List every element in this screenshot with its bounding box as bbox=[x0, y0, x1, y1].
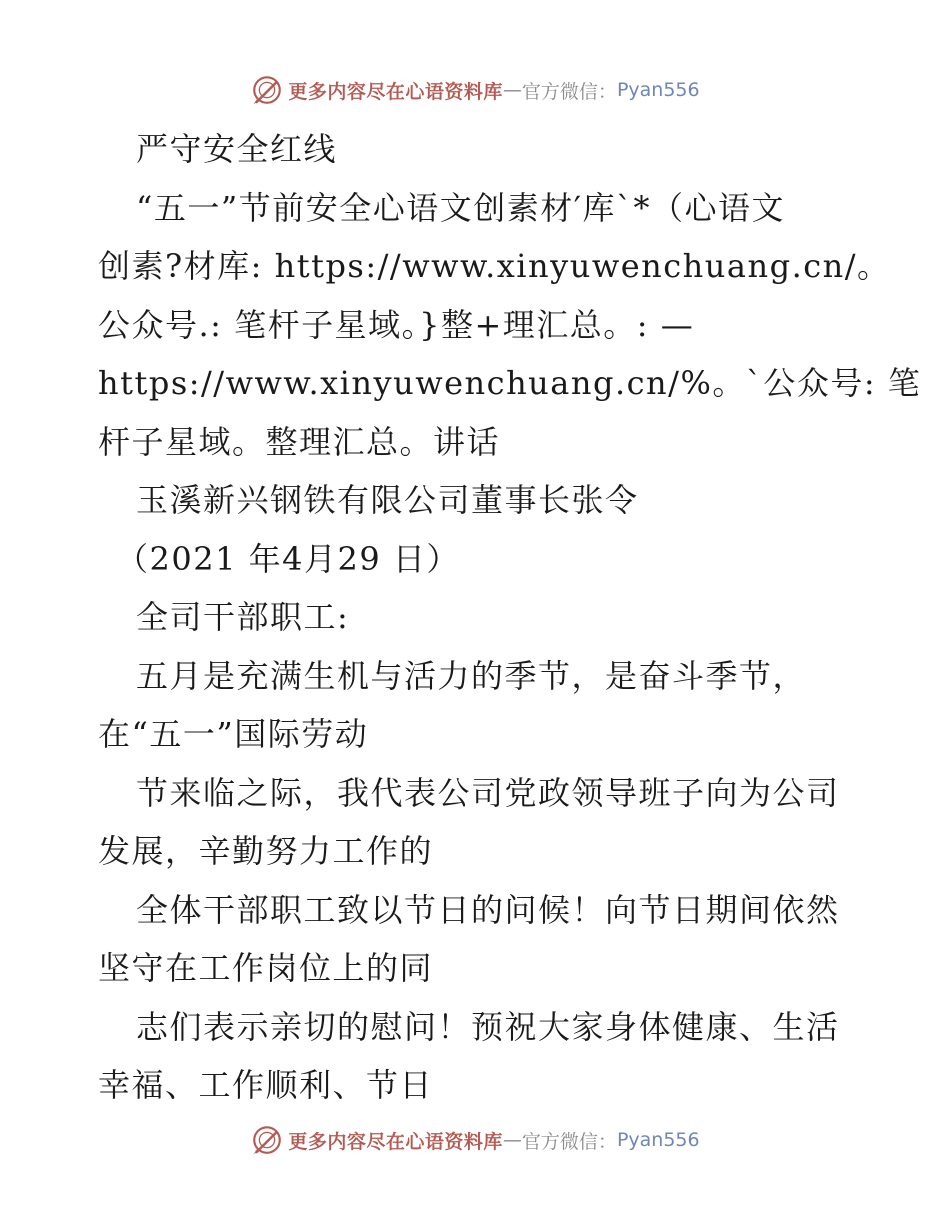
pen-logo-icon bbox=[250, 73, 284, 107]
watermark-official-label: 官方微信： bbox=[521, 80, 617, 103]
watermark-account: Pyan556 bbox=[616, 79, 700, 101]
watermark-header bbox=[0, 70, 950, 110]
paragraph-line: 幸福、工作顺利、节日 bbox=[98, 1066, 434, 1104]
paragraph-line: 志们表示亲切的慰问！预祝大家身体健康、生活 bbox=[136, 1007, 840, 1046]
paragraph-line: 五月是充满生机与活力的季节，是奋斗季节， bbox=[136, 656, 807, 695]
paragraph-line: https://www.xinyuwenchuang.cn/%。`公众号: 笔 bbox=[98, 364, 922, 402]
watermark-official-label: 官方微信： bbox=[521, 1130, 617, 1153]
watermark-separator: — bbox=[502, 1129, 522, 1151]
watermark-footer bbox=[0, 1120, 950, 1160]
watermark-separator: — bbox=[502, 79, 522, 101]
document-title: 严守安全红线 bbox=[136, 130, 338, 168]
paragraph-line: 节来临之际，我代表公司党政领导班子向为公司 bbox=[136, 773, 840, 812]
paragraph-line: 全体干部职工致以节日的问候！向节日期间依然 bbox=[136, 890, 840, 929]
paragraph-line: 公众号.: 笔杆子星域。}整+理汇总。: — bbox=[98, 305, 695, 344]
watermark-main-text: 更多内容尽在心语资料库 bbox=[288, 1130, 503, 1153]
watermark-account: Pyan556 bbox=[616, 1129, 700, 1151]
paragraph-line: 在“五一”国际劳动 bbox=[98, 715, 369, 753]
date-line: （2021 年4月29 日） bbox=[116, 539, 460, 578]
salutation: 全司干部职工: bbox=[136, 598, 350, 636]
paragraph-line: “五一”节前安全心语文创素材′库`*（心语文 bbox=[136, 188, 785, 227]
paragraph-line: 坚守在工作岗位上的同 bbox=[98, 949, 434, 987]
paragraph-line: 杆子星域。整理汇总。讲话 bbox=[98, 422, 501, 461]
speaker-line: 玉溪新兴钢铁有限公司董事长张令 bbox=[136, 481, 639, 519]
watermark-main-text: 更多内容尽在心语资料库 bbox=[288, 80, 503, 103]
document-body bbox=[98, 120, 922, 1115]
paragraph-line: 发展，辛勤努力工作的 bbox=[98, 832, 434, 870]
paragraph-line: 创素?材库: https://www.xinyuwenchuang.cn/。 bbox=[98, 247, 891, 285]
pen-logo-icon bbox=[250, 1123, 284, 1157]
